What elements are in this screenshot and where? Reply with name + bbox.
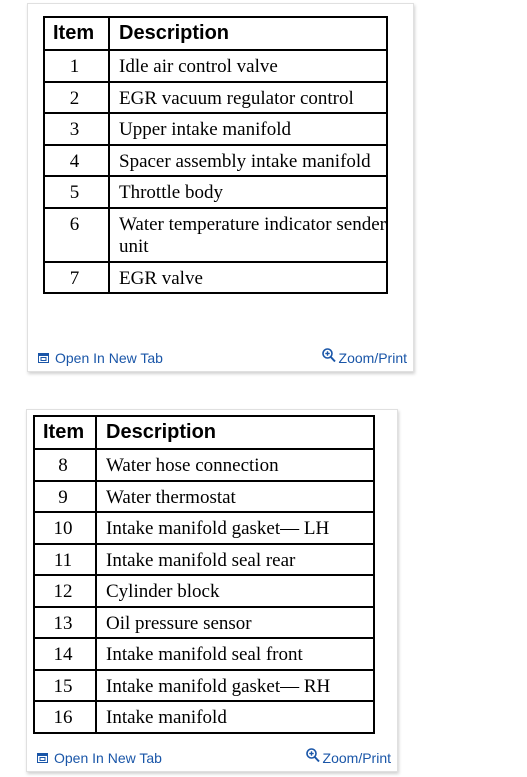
table-row	[34, 701, 374, 733]
table-row	[44, 82, 387, 114]
zoom-magnifier-icon	[322, 348, 336, 363]
item-description: Idle air control valve	[109, 50, 387, 82]
item-number: 5	[44, 176, 109, 208]
table-row	[44, 208, 387, 262]
zoom-magnifier-icon	[306, 748, 320, 763]
open-in-new-tab-label: Open In New Tab	[55, 350, 163, 366]
zoom-print-label: Zoom/Print	[338, 350, 407, 366]
open-in-new-tab-icon	[37, 753, 48, 763]
table-row	[34, 544, 374, 576]
zoom-print-link[interactable]	[322, 348, 407, 366]
item-number: 4	[44, 145, 109, 177]
table-row	[34, 575, 374, 607]
table-row	[34, 449, 374, 481]
open-in-new-tab-label: Open In New Tab	[54, 750, 162, 766]
item-description: Intake manifold seal front	[96, 638, 374, 670]
table-row	[34, 670, 374, 702]
item-description: Intake manifold seal rear	[96, 544, 374, 576]
parts-table-2	[33, 415, 375, 734]
table-row	[34, 481, 374, 513]
item-number: 7	[44, 262, 109, 294]
item-description: Throttle body	[109, 176, 387, 208]
item-description: Intake manifold gasket— RH	[96, 670, 374, 702]
item-description: Spacer assembly intake manifold	[109, 145, 387, 177]
item-description: Intake manifold	[96, 701, 374, 733]
parts-table-panel-1	[27, 3, 414, 372]
item-number: 12	[34, 575, 96, 607]
table-row	[34, 638, 374, 670]
parts-table-1	[43, 16, 388, 294]
item-description: Water hose connection	[96, 449, 374, 481]
table-row	[44, 113, 387, 145]
item-number: 2	[44, 82, 109, 114]
table-row	[44, 50, 387, 82]
item-number: 8	[34, 449, 96, 481]
item-description: EGR valve	[109, 262, 387, 294]
table-header-row	[34, 416, 374, 449]
zoom-print-link[interactable]	[306, 748, 391, 766]
item-description: Upper intake manifold	[109, 113, 387, 145]
item-number: 3	[44, 113, 109, 145]
item-number: 9	[34, 481, 96, 513]
open-in-new-tab-link[interactable]	[37, 750, 162, 766]
item-number: 15	[34, 670, 96, 702]
column-header-description: Description	[96, 416, 374, 449]
item-number: 16	[34, 701, 96, 733]
item-number: 13	[34, 607, 96, 639]
column-header-item: Item	[44, 17, 109, 50]
table-row	[34, 607, 374, 639]
item-description: Oil pressure sensor	[96, 607, 374, 639]
zoom-print-label: Zoom/Print	[322, 750, 391, 766]
item-number: 14	[34, 638, 96, 670]
table-row	[44, 176, 387, 208]
table-row	[44, 145, 387, 177]
item-description: Water thermostat	[96, 481, 374, 513]
item-description: EGR vacuum regulator control	[109, 82, 387, 114]
open-in-new-tab-link[interactable]	[38, 350, 163, 366]
table-header-row	[44, 17, 387, 50]
panel-footer	[37, 746, 391, 766]
item-number: 6	[44, 208, 109, 262]
column-header-item: Item	[34, 416, 96, 449]
parts-table-panel-2	[26, 409, 398, 772]
item-number: 1	[44, 50, 109, 82]
column-header-description: Description	[109, 17, 387, 50]
table-row	[44, 262, 387, 294]
item-description: Cylinder block	[96, 575, 374, 607]
panel-footer	[38, 346, 407, 366]
item-number: 11	[34, 544, 96, 576]
item-description: Intake manifold gasket— LH	[96, 512, 374, 544]
table-row	[34, 512, 374, 544]
open-in-new-tab-icon	[38, 353, 49, 363]
item-number: 10	[34, 512, 96, 544]
item-description: Water temperature indicator sender unit	[109, 208, 387, 262]
